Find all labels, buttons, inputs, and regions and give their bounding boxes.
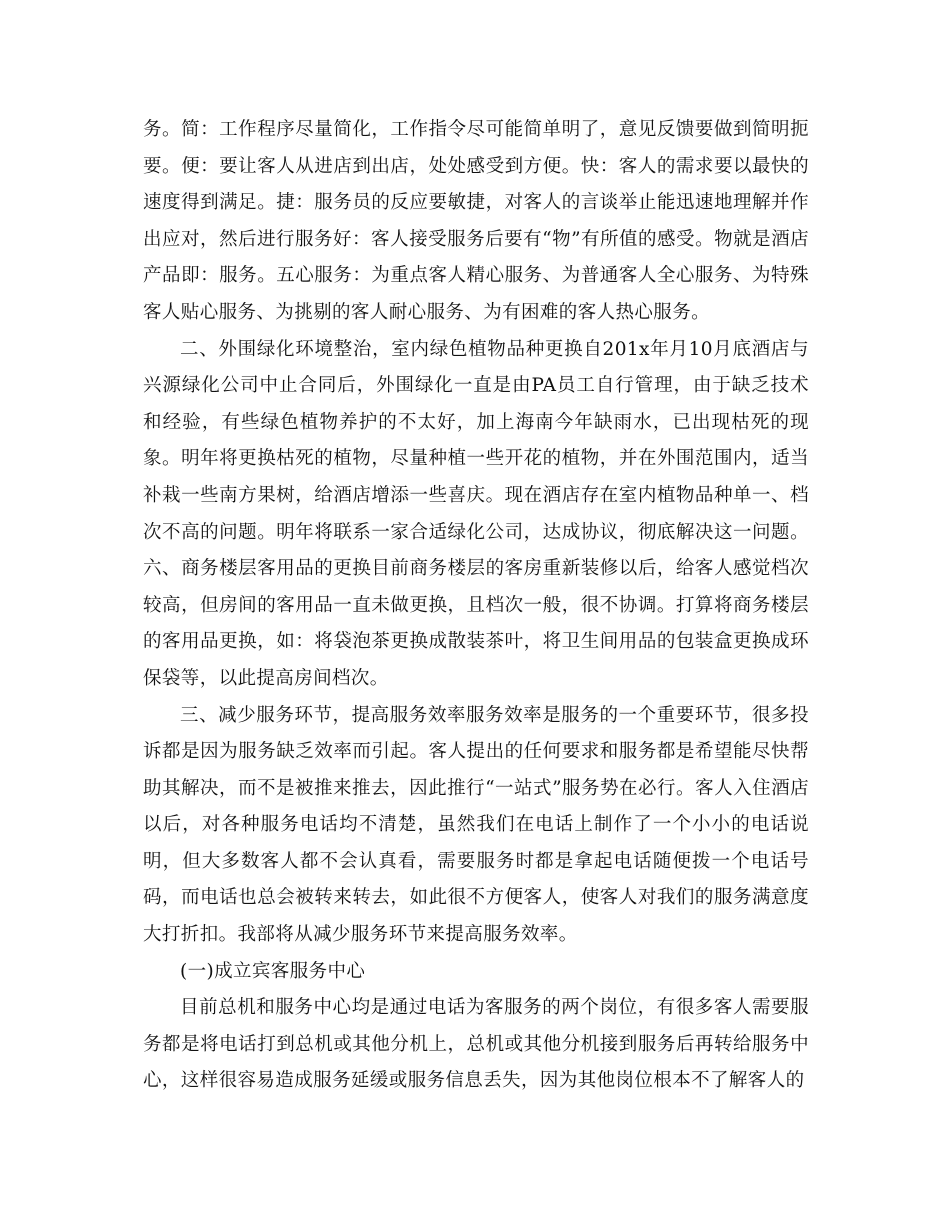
section-heading-guest-service-center: (一)成立宾客服务中心 [180, 960, 366, 982]
paragraph-service-efficiency: 三、减少服务环节，提高服务效率服务效率是服务的一个重要环节，很多投诉都是因为服务缺乏效率而引起。客人提出的任何要求和服务都是希望能尽快帮助其解决，而不是被推来推去，因此推行“一站式”服务势在必行。客人入住酒店以后，对各种服务电话均不清楚，虽然我们在电话上制作了一个小小的电话说明，但大多数客人都不会认真看，需要服务时都是拿起电话随便拨一个电话号码，而电话也总会被转来转去，如此很不方便客人，使客人对我们的服务满意度大打折扣。我部将从减少服务环节来提高服务效率。 [143, 704, 809, 946]
paragraph-greening: 二、外围绿化环境整治，室内绿色植物品种更换自201x年月10月底酒店与兴源绿化公司中止合同后，外围绿化一直是由PA员工自行管理，由于缺乏技术和经验，有些绿色植物养护的不太好，加上海南今年缺雨水，已出现枯死的现象。明年将更换枯死的植物，尽量种植一些开花的植物，并在外围范围内，适当补栽一些南方果树，给酒店增添一些喜庆。现在酒店存在室内植物品种单一、档次不高的问题。明年将联系一家合适绿化公司，达成协议，彻底解决这一问题。六、商务楼层客用品的更换目前商务楼层的客房重新装修以后，给客人感觉档次较高，但房间的客用品一直未做更换，且档次一般，很不协调。打算将商务楼层的客用品更换，如：将袋泡茶更换成散装茶叶，将卫生间用品的包装盒更换成环保袋等，以此提高房间档次。 [143, 338, 809, 689]
paragraph-switchboard: 目前总机和服务中心均是通过电话为客服务的两个岗位，有很多客人需要服务都是将电话打到总机或其他分机上，总机或其他分机接到服务后再转给服务中心，这样很容易造成服务延缓或服务信息丢失，因为其他岗位根本不了解客人的 [143, 997, 809, 1092]
document-page [143, 112, 809, 1100]
paragraph-service-principles: 务。简：工作程序尽量简化，工作指令尽可能简单明了，意见反馈要做到简明扼要。便：要让客人从进店到出店，处处感受到方便。快：客人的需求要以最快的速度得到满足。捷：服务员的反应要敏捷，对客人的言谈举止能迅速地理解并作出应对，然后进行服务好：客人接受服务后要有“物”有所值的感受。物就是酒店产品即：服务。五心服务：为重点客人精心服务、为普通客人全心服务、为特殊客人贴心服务、为挑剔的客人耐心服务、为有困难的客人热心服务。 [143, 119, 809, 323]
